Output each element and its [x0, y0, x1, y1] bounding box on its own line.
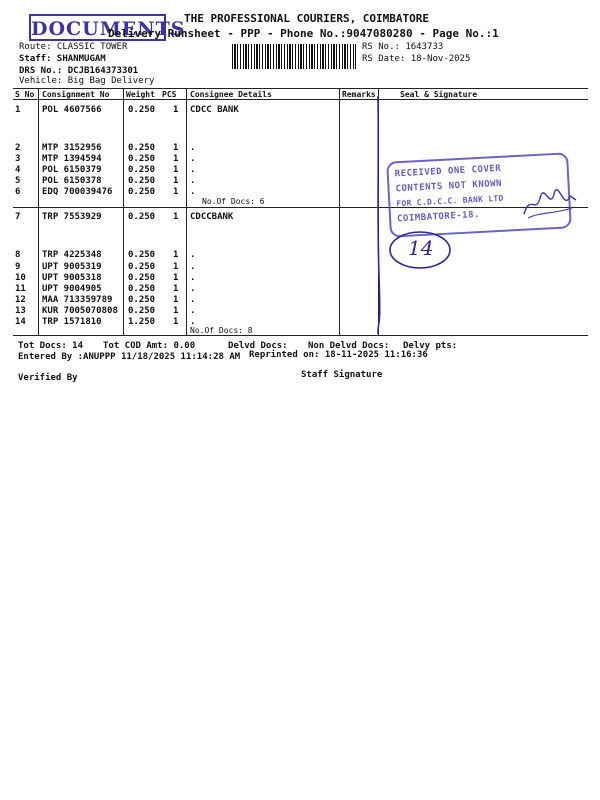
row-pcs: 1 — [173, 284, 179, 294]
header-weight: Weight — [126, 90, 155, 99]
row-sno: 8 — [15, 250, 21, 260]
row-consignment: TRP 4225348 — [42, 250, 102, 260]
stamp-line: CONTENTS NOT KNOWN — [395, 178, 503, 195]
drs-number: DRS No.: DCJB164373301 — [19, 66, 139, 76]
header-consignee: Consignee Details — [190, 90, 272, 99]
row-consignment: UPT 9004905 — [42, 284, 102, 294]
row-pcs: 1 — [173, 273, 179, 283]
row-consignee: . — [190, 284, 196, 294]
total-cod-amount: Tot COD Amt: 0.00 — [103, 341, 196, 351]
count-mark-text: 14 — [408, 236, 434, 260]
row-consignment: MAA 713359789 — [42, 295, 113, 305]
delivered-docs: Delvd Docs: — [228, 341, 288, 351]
table-top-border — [13, 88, 588, 89]
table-bottom-border — [13, 335, 588, 336]
signature-scribble — [520, 184, 580, 224]
row-consignment: UPT 9005319 — [42, 262, 102, 272]
row-consignee: . — [190, 317, 196, 327]
total-docs: Tot Docs: 14 — [18, 341, 84, 351]
row-pcs: 1 — [173, 250, 179, 260]
row-pcs: 1 — [173, 295, 179, 305]
row-consignment: TRP 7553929 — [42, 212, 102, 222]
runsheet-subtitle: Delivery Runsheet - PPP - Phone No.:9047080280 - Page No.:1 — [108, 27, 499, 40]
row-consignment: POL 4607566 — [42, 105, 102, 115]
row-consignee: . — [190, 154, 196, 164]
stamp-line: RECEIVED ONE COVER — [394, 163, 502, 180]
row-weight: 0.250 — [128, 187, 156, 197]
row-weight: 0.250 — [128, 105, 156, 115]
row-sno: 2 — [15, 143, 21, 153]
row-consignee: . — [190, 165, 196, 175]
vehicle-label: Vehicle: Big Bag Delivery — [19, 76, 155, 86]
entered-by: Entered By :ANUPPP 11/18/2025 11:14:28 AM — [18, 352, 241, 362]
row-weight: 0.250 — [128, 154, 156, 164]
row-pcs: 1 — [173, 165, 179, 175]
row-sno: 13 — [15, 306, 26, 316]
row-weight: 0.250 — [128, 176, 156, 186]
staff-label: Staff: SHANMUGAM — [19, 54, 106, 64]
row-weight: 0.250 — [128, 273, 156, 283]
row-weight: 0.250 — [128, 284, 156, 294]
row-weight: 0.250 — [128, 143, 156, 153]
pen-line — [372, 96, 384, 336]
col-divider — [38, 88, 39, 335]
row-consignee: . — [190, 262, 196, 272]
reprinted-on: Reprinted on: 18-11-2025 11:16:36 — [249, 350, 428, 360]
row-consignment: MTP 3152956 — [42, 143, 102, 153]
row-pcs: 1 — [173, 143, 179, 153]
row-sno: 9 — [15, 262, 21, 272]
row-sno: 10 — [15, 273, 26, 283]
group-doc-count: No.Of Docs: 6 — [202, 197, 265, 206]
stamp-line: FOR C.D.C.C. BANK LTD — [396, 193, 504, 209]
staff-signature: Staff Signature — [301, 370, 383, 380]
row-weight: 0.250 — [128, 306, 156, 316]
row-sno: 1 — [15, 105, 21, 115]
documents-stamp: DOCUMENTS — [29, 14, 166, 41]
header-sno: S No — [15, 90, 35, 99]
row-consignee: . — [190, 176, 196, 186]
group-doc-count: No.Of Docs: 8 — [190, 326, 253, 335]
row-weight: 0.250 — [128, 212, 156, 222]
row-weight: 1.250 — [128, 317, 156, 327]
delivery-points: Delvy pts: — [403, 341, 458, 351]
row-weight: 0.250 — [128, 165, 156, 175]
row-consignee: . — [190, 250, 196, 260]
row-pcs: 1 — [173, 154, 179, 164]
row-sno: 5 — [15, 176, 21, 186]
row-pcs: 1 — [173, 176, 179, 186]
col-divider — [339, 88, 340, 335]
stamp-line: COIMBATORE-18. — [396, 209, 481, 225]
row-weight: 0.250 — [128, 295, 156, 305]
row-consignment: POL 6150379 — [42, 165, 102, 175]
col-divider — [123, 88, 124, 335]
row-weight: 0.250 — [128, 250, 156, 260]
row-sno: 6 — [15, 187, 21, 197]
row-pcs: 1 — [173, 187, 179, 197]
row-pcs: 1 — [173, 212, 179, 222]
row-sno: 4 — [15, 165, 21, 175]
row-consignment: UPT 9005318 — [42, 273, 102, 283]
row-sno: 11 — [15, 284, 26, 294]
row-consignment: KUR 7005070808 — [42, 306, 118, 316]
row-weight: 0.250 — [128, 262, 156, 272]
non-delivered-docs: Non Delvd Docs: — [308, 341, 390, 351]
row-consignee: . — [190, 306, 196, 316]
row-consignee: . — [190, 273, 196, 283]
route-label: Route: CLASSIC TOWER — [19, 42, 128, 52]
row-sno: 7 — [15, 212, 21, 222]
row-consignment: MTP 1394594 — [42, 154, 102, 164]
header-consignment: Consignment No — [42, 90, 110, 99]
row-consignee: CDCCBANK — [190, 212, 234, 222]
rs-number: RS No.: 1643733 — [362, 42, 444, 52]
row-sno: 14 — [15, 317, 26, 327]
row-consignee: . — [190, 295, 196, 305]
rs-date: RS Date: 18-Nov-2025 — [362, 54, 471, 64]
row-consignee: . — [190, 143, 196, 153]
row-consignment: EDQ 700039476 — [42, 187, 113, 197]
verified-by: Verified By — [18, 373, 78, 383]
row-consignment: TRP 1571810 — [42, 317, 102, 327]
row-consignee: . — [190, 187, 196, 197]
row-consignment: POL 6150378 — [42, 176, 102, 186]
header-pcs: PCS — [162, 90, 177, 99]
header-seal-signature: Seal & Signature — [400, 90, 478, 99]
row-pcs: 1 — [173, 262, 179, 272]
barcode-image — [232, 44, 356, 69]
row-consignee: CDCC BANK — [190, 105, 239, 115]
row-sno: 3 — [15, 154, 21, 164]
row-pcs: 1 — [173, 317, 179, 327]
row-pcs: 1 — [173, 306, 179, 316]
col-divider — [186, 88, 187, 335]
header-remarks: Remarks — [342, 90, 376, 99]
company-title: THE PROFESSIONAL COURIERS, COIMBATORE — [184, 12, 430, 25]
row-sno: 12 — [15, 295, 26, 305]
table-header-border — [13, 99, 588, 100]
row-pcs: 1 — [173, 105, 179, 115]
